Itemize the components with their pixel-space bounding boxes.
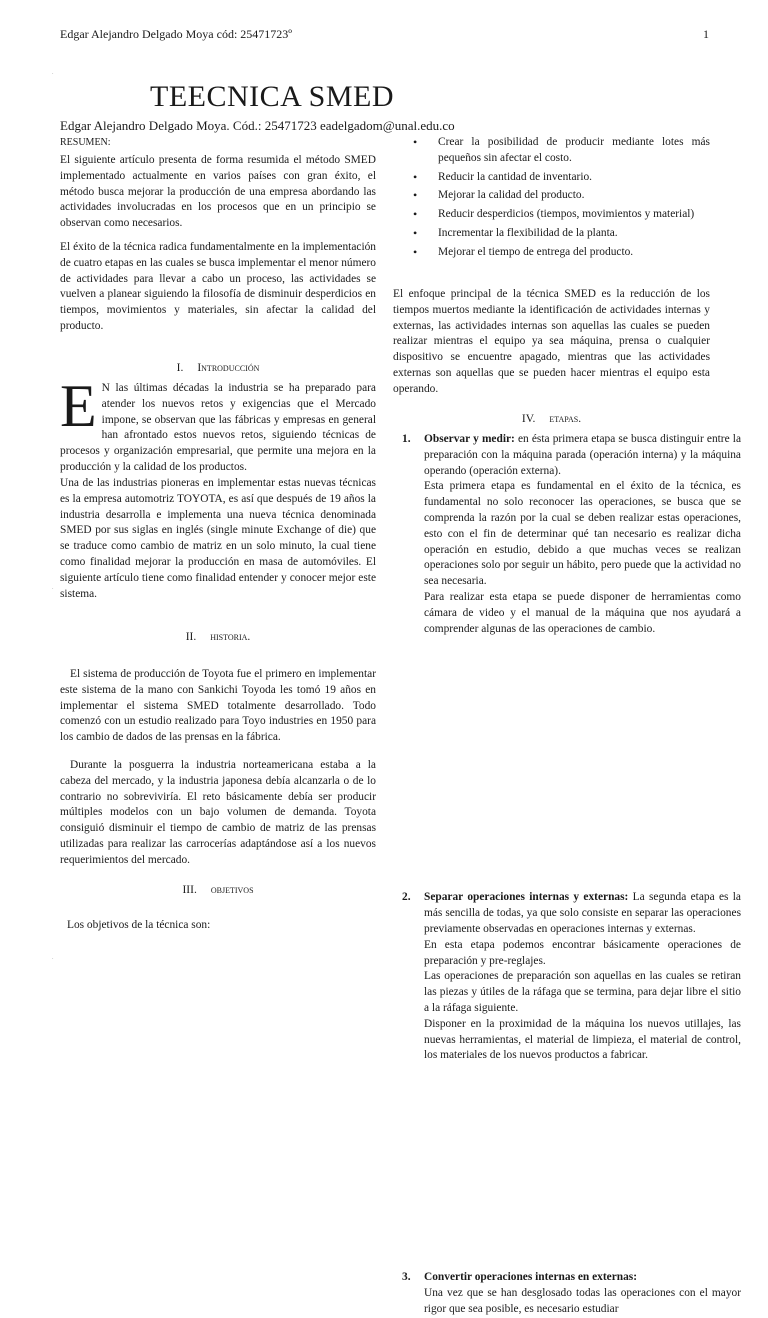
bullet-icon: • [413, 225, 418, 240]
section-title: historia. [210, 631, 251, 643]
section-title: objetivos [210, 884, 254, 896]
intro-text: N las últimas décadas la industria se ha preparado para atender los nuevos retos y exigencias que el Mercado impone, se observan que las fábricas y empresas en general han afrontado estos nuevos retos, siguiendo técnicas de procesos y organización empresarial, que permite una mejora en la producción y la calidad de los productos. [60, 382, 376, 473]
etapa-text: en ésta primera etapa se busca distinguir entre la preparación con la máquina parada (operación interna) y la máquina operando (operación externa). [424, 433, 742, 477]
bullet-icon: • [413, 244, 418, 259]
etapa-1 [393, 432, 741, 637]
etapa-paragraph: Para realizar esta etapa se puede disponer de herramientas como cámara de video y el manual de la máquina que nos ayudará a comprender algunas de las operaciones de cambio. [424, 590, 741, 635]
etapa-title: Separar operaciones internas y externas: [424, 891, 629, 904]
author-line: Edgar Alejandro Delgado Moya. Cód.: 25471723 eadelgadom@unal.edu.co [60, 118, 455, 133]
etapa-paragraph: Disponer en la proximidad de la máquina los nuevos utillajes, las nuevas herramientas, el material de limpieza, el material de control, los materiales de los nuevos productos a fabricar. [424, 1017, 741, 1062]
bullet-icon: • [413, 207, 418, 222]
item-number: 3. [402, 1271, 411, 1284]
list-item: • Reducir la cantidad de inventario. [413, 169, 593, 184]
section-number: I. [176, 362, 184, 374]
etapa-title: Observar y medir: [424, 433, 515, 445]
enfoque-paragraph: El enfoque principal de la técnica SMED es la reducción de los tiempos muertos mediante la identificación de actividades internas y externas, las actividades internas son aquellas las cuales se pueden realizar mientras el equipo ya sea máquina, prensa o cualquier dispositivo se encuentre apagado, mientras que las actividades externas son aquellas que se pueden hacer mientras el equipo esta operando. [393, 288, 710, 395]
item-number: 2. [402, 891, 411, 904]
etapa-paragraph: Esta primera etapa es fundamental en el éxito de la técnica, es fundamental no solo reconocer las operaciones, se busca que se comprenda la razón por la cual se deben realizar estas operaciones, esto con el fin de determinar qué tan necesario es realizar dicha operación en estudio, debido a que muchas veces se realizan operaciones solo por seguir un hábito, pero puede que la actividad no sea necesaria. [424, 480, 741, 588]
abstract-paragraph-2: El éxito de la técnica radica fundamentalmente en la implementación de cuatro etapas en las cuales se busca implementar el menor número de actividades para llevar a cabo un proceso, las actividades se vuelven a planear siguiendo la filosofía de disminuir desperdicios en tiempos, movimientos y materiales, sin afectar la calidad del producto. [60, 241, 376, 332]
article-title: TEECNICA SMED [150, 80, 395, 113]
item-number: 1. [402, 433, 411, 445]
objetivos-intro: Los objetivos de la técnica son: [67, 919, 211, 931]
running-header: Edgar Alejandro Delgado Moya cód: 25471723º [60, 27, 293, 41]
etapa-text: La segunda etapa es la más sencilla de todas, ya que solo consiste en separar las operaciones previamente observadas en operaciones internas y externas. [424, 891, 741, 935]
section-heading-etapas [393, 413, 710, 425]
objectives-list [393, 135, 710, 264]
historia-paragraph-1: El sistema de producción de Toyota fue el primero en implementar este sistema de la mano con Sankichi Toyoda les tomó 19 años en implementar el sistema SMED totalmente desarrollado. Todo comenzó con un estudio realizado para Toyo industries en 1950 para los cambio de dados de las prensas en la fábrica. [60, 668, 376, 744]
etapa-2 [393, 890, 741, 1064]
section-title: etapas. [549, 413, 582, 425]
bullet-icon: • [413, 188, 418, 203]
list-item: • Reducir desperdicios (tiempos, movimientos y material) [413, 207, 695, 222]
etapa-title: Convertir operaciones internas en externas: [424, 1271, 638, 1284]
margin-mark: . [52, 70, 54, 76]
section-number: II. [185, 631, 197, 643]
section-title: Introducción [197, 362, 260, 374]
list-item: • Mejorar la calidad del producto. [413, 188, 585, 203]
bullet-icon: • [413, 169, 418, 184]
drop-cap: E [60, 373, 97, 439]
intro-paragraph-1 [60, 373, 376, 476]
etapa-paragraph: Las operaciones de preparación son aquellas en las cuales se retiran las piezas y útiles de la ráfaga que se termina, para dejar libre el sitio a la ráfaga siguiente. [424, 970, 741, 1014]
list-item: • Mejorar el tiempo de entrega del producto. [413, 244, 634, 259]
etapa-paragraph: Una vez que se han desglosado todas las operaciones con el mayor rigor que sea posible, es necesario estudiar [424, 1286, 741, 1315]
historia-paragraph-2: Durante la posguerra la industria norteamericana estaba a la cabeza del mercado, y la industria japonesa debía alcanzarla o de lo contrario no sobreviviría. El reto básicamente debía ser producir múltiples modelos con un bajo volumen de demanda. Toyota consiguió disminuir el tiempo de cambio de matriz de las prensas utilizadas para realizar las carrocerías adaptándose así a los nuevos requerimientos del mercado. [60, 759, 376, 866]
section-number: IV. [521, 413, 536, 425]
list-item: • Crear la posibilidad de producir mediante lotes más pequeños sin afectar el costo. [413, 135, 710, 164]
intro-paragraph-2: Una de las industrias pioneras en implementar estas nuevas técnicas es la empresa automotriz TOYOTA, es así que después de 19 años la industria desarrolla e implementa una nueva técnica denominada SMED por sus siglas en inglés (single minute Exchange of die) que se traduce como cambio de matriz en un solo minuto, la cual tiene como finalidad mejorar la producción en masa de automóviles. El siguiente artículo tiene como finalidad entender y conocer mejor este sistema. [60, 477, 376, 600]
etapa-3 [393, 1270, 741, 1317]
abstract-paragraph-1: El siguiente artículo presenta de forma resumida el método SMED implementado actualmente en varios países con gran éxito, el método busca mejorar la producción de una empresa abordando las actividades involucradas en los procesos que en un principio se observan como necesarios. [60, 154, 376, 230]
section-heading-objetivos [60, 884, 376, 896]
margin-mark: . [52, 585, 54, 591]
abstract-label: RESUMEN: [60, 137, 111, 148]
list-item: • Incrementar la flexibilidad de la planta. [413, 225, 618, 240]
bullet-icon: • [413, 135, 418, 149]
page-number: 1 [703, 27, 709, 41]
section-heading-intro [60, 362, 376, 374]
etapa-paragraph: En esta etapa podemos encontrar básicamente operaciones de preparación y pre-reglajes. [424, 938, 741, 967]
section-number: III. [182, 884, 197, 896]
section-heading-historia [60, 631, 376, 643]
margin-mark: . [52, 955, 54, 961]
